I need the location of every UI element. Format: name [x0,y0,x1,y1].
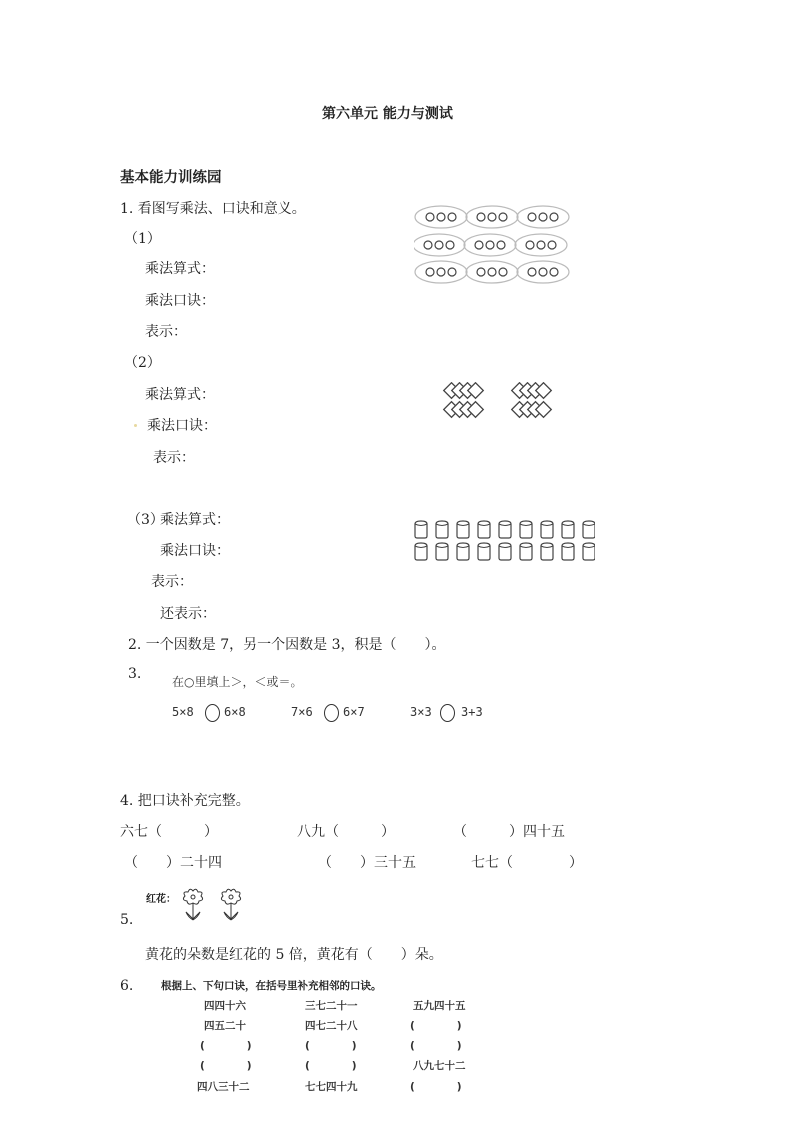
q1-part1-formula-label: 乘法算式： [145,261,215,277]
flower-icon [218,887,244,923]
diamond-clusters-figure [440,382,562,424]
table-blank[interactable]: ( ) [410,1040,462,1052]
red-flower-label: 红花： [146,894,176,905]
question-5-text: 黄花的朵数是红花的 5 倍，黄花有（ ）朵。 [145,947,443,963]
section-heading: 基本能力训练园 [120,170,222,186]
rhyme-blank-6[interactable]: 七七（ ） [471,855,583,871]
table-blank[interactable]: ( ) [200,1060,252,1072]
table-cell: 三七二十一 [305,1000,358,1012]
q1-part3-formula-label: 乘法算式： [160,512,230,528]
q1-part3-also-meaning-label: 还表示： [160,606,216,622]
table-cell: 五九四十五 [413,1000,466,1012]
question-4-prompt: 4. 把口诀补充完整。 [120,793,250,809]
rhyme-blank-2[interactable]: 八九（ ） [297,824,395,840]
q1-part2-label: （2） [124,355,161,371]
circle-groups-figure [414,204,574,288]
rhyme-blank-5[interactable]: （ ）三十五 [318,855,416,871]
q1-part2-formula-label: 乘法算式： [145,387,215,403]
q1-part3-rhyme-label: 乘法口诀： [160,543,230,559]
table-cell: 四五二十 [204,1020,246,1032]
table-cell: 七七四十九 [305,1081,358,1093]
compare-right-2: 6×7 [343,705,365,719]
question-6-number: 6. [120,978,134,994]
table-cell: 四四十六 [204,1000,246,1012]
flower-icon [180,887,206,923]
rhyme-blank-1[interactable]: 六七（ ） [120,824,218,840]
table-blank[interactable]: ( ) [200,1040,252,1052]
question-6-instruction: 根据上、下句口诀，在括号里补充相邻的口诀。 [161,980,382,992]
q1-part2-rhyme-label: 乘法口诀： [147,418,217,434]
cups-figure [410,518,595,568]
compare-circle-1[interactable] [205,704,220,722]
q1-part1-rhyme-label: 乘法口诀： [145,293,215,309]
compare-left-1: 5×8 [172,705,194,719]
rhyme-blank-3[interactable]: （ ）四十五 [453,824,565,840]
question-2-prompt: 2. 一个因数是 7，另一个因数是 3，积是（ ）。 [128,637,446,653]
compare-circle-2[interactable] [324,704,339,722]
compare-left-2: 7×6 [291,705,313,719]
question-3-number: 3. [128,666,142,682]
question-1-prompt: 1. 看图写乘法、口诀和意义。 [120,201,306,217]
table-blank[interactable]: ( ) [410,1020,462,1032]
table-cell: 四八三十二 [197,1081,250,1093]
q1-part1-label: （1） [124,231,161,247]
q1-part2-meaning-label: 表示： [153,450,195,466]
rhyme-blank-4[interactable]: （ ）二十四 [124,855,222,871]
table-blank[interactable]: ( ) [305,1040,357,1052]
question-5-number: 5. [120,912,134,928]
table-blank[interactable]: ( ) [305,1060,357,1072]
compare-circle-3[interactable] [440,704,455,722]
compare-left-3: 3×3 [410,705,432,719]
compare-right-1: 6×8 [224,705,246,719]
page-title: 第六单元 能力与测试 [322,106,453,122]
question-3-instruction: 在○里填上＞，＜或＝。 [172,675,303,689]
table-cell: 四七二十八 [305,1020,358,1032]
table-cell: 八九七十二 [413,1060,466,1072]
stray-mark [134,424,137,427]
compare-right-3: 3+3 [461,705,483,719]
q1-part3-meaning-label: 表示： [151,574,193,590]
q1-part3-label: （3） [127,512,164,528]
q1-part1-meaning-label: 表示： [145,324,187,340]
table-blank[interactable]: ( ) [410,1081,462,1093]
